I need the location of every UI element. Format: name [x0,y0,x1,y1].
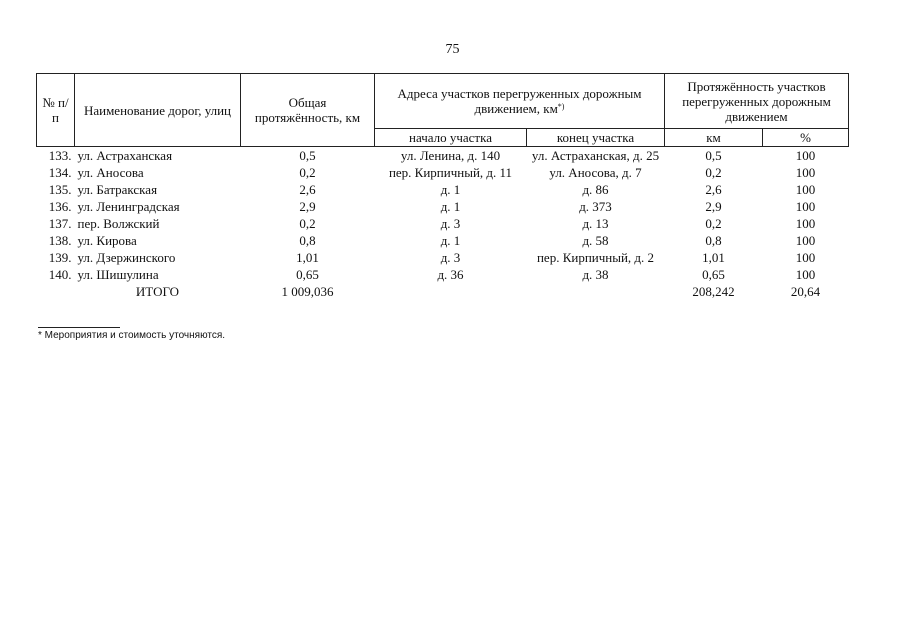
header-start: начало участка [375,129,527,147]
header-addresses-text: Адреса участков перегруженных дорожным движением, км [397,86,642,116]
total-empty-start [375,283,527,301]
header-addresses [375,74,665,129]
congested-pct: 100 [795,165,816,180]
header-pct: % [763,129,849,147]
total-length: 1 009,036 [281,284,334,299]
table-row [37,232,849,249]
header-num: № п/п [37,74,75,147]
road-name: ул. Астраханская [77,148,173,163]
table-row [37,249,849,266]
section-start: д. 3 [440,250,461,265]
congested-pct: 100 [795,199,816,214]
section-start: д. 3 [440,216,461,231]
table-row [37,215,849,232]
congested-pct: 100 [795,182,816,197]
header-congested-length: Протяжённость участков перегруженных дорожным движением [665,74,849,129]
total-spacer [37,283,75,301]
total-km: 208,242 [692,284,735,299]
row-number: 136. [48,199,72,214]
congested-km: 1,01 [702,250,725,265]
section-end: д. 38 [582,267,609,282]
congested-km: 0,8 [705,233,722,248]
road-length: 1,01 [296,250,319,265]
row-number: 133. [48,148,72,163]
table-row [37,198,849,215]
congested-pct: 100 [795,148,816,163]
total-empty-end [527,283,665,301]
road-name: ул. Дзержинского [77,250,176,265]
roads-table [36,73,849,301]
congested-pct: 100 [795,216,816,231]
road-name: ул. Кирова [77,233,137,248]
header-km: км [665,129,763,147]
section-end: д. 86 [582,182,609,197]
section-end: д. 13 [582,216,609,231]
header-addresses-mark: *) [557,102,565,111]
total-pct: 20,64 [790,284,821,299]
row-number: 140. [48,267,72,282]
road-name: ул. Батракская [77,182,158,197]
section-end: д. 373 [579,199,612,214]
section-start: д. 1 [440,233,461,248]
congested-pct: 100 [795,233,816,248]
section-end: пер. Кирпичный, д. 2 [536,250,655,265]
row-number: 138. [48,233,72,248]
congested-km: 0,5 [705,148,722,163]
header-total-length: Общая протяжённость, км [241,74,375,147]
section-start: д. 1 [440,182,461,197]
table-row [37,164,849,181]
road-length: 0,5 [299,148,316,163]
road-name: ул. Шишулина [77,267,159,282]
road-length: 2,6 [299,182,316,197]
road-name: ул. Аносова [77,165,144,180]
table-row [37,266,849,283]
header-name: Наименование дорог, улиц [75,74,241,147]
road-length: 0,2 [299,165,316,180]
total-label: ИТОГО [135,284,180,299]
section-end: д. 58 [582,233,609,248]
section-start: д. 1 [440,199,461,214]
congested-pct: 100 [795,250,816,265]
section-start: д. 36 [437,267,464,282]
footnote-divider [38,327,120,328]
road-name: ул. Ленинградская [77,199,180,214]
road-length: 0,8 [299,233,316,248]
congested-km: 0,65 [702,267,725,282]
total-row [37,283,849,301]
table-row [37,147,849,165]
congested-km: 2,6 [705,182,722,197]
row-number: 139. [48,250,72,265]
row-number: 137. [48,216,72,231]
congested-km: 2,9 [705,199,722,214]
section-start: ул. Ленина, д. 140 [400,148,501,163]
section-end: ул. Аносова, д. 7 [549,165,642,180]
section-start: пер. Кирпичный, д. 11 [388,165,513,180]
road-length: 0,2 [299,216,316,231]
congested-pct: 100 [795,267,816,282]
congested-km: 0,2 [705,165,722,180]
road-length: 2,9 [299,199,316,214]
table-row [37,181,849,198]
road-name: пер. Волжский [77,216,160,231]
congested-km: 0,2 [705,216,722,231]
header-end: конец участка [527,129,665,147]
road-length: 0,65 [296,267,319,282]
section-end: ул. Астраханская, д. 25 [531,148,660,163]
footnote: * Мероприятия и стоимость уточняются. [38,330,226,341]
row-number: 135. [48,182,72,197]
row-number: 134. [48,165,72,180]
page-number: 75 [445,42,460,57]
